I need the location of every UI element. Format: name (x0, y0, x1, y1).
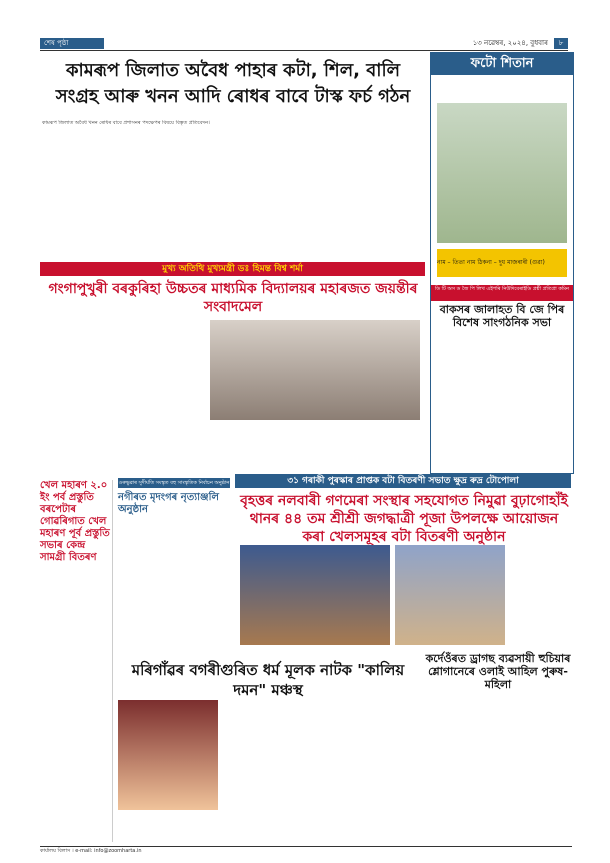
drama-headline: মৰিগাঁৱৰ বগৰীগুৰিত ধৰ্ম মূলক নাটক "কালিয় দমন" মঞ্চস্থ (131, 661, 405, 699)
photo-title: ফটো শিতান (431, 53, 573, 75)
lead-body: কামৰূপ জিলাত অবৈধ খনন ৰোধৰ বাবে প্ৰশাসনৰ পদক্ষেপৰ বিষয়ে বিস্তৃত প্ৰতিবেদন। (42, 120, 210, 126)
child-photo (437, 103, 567, 243)
festival-headline: বৃহত্তৰ নলবাৰী গণমেৰা সংস্থাৰ সহযোগত নিমুৱা বুঢ়াগোহাঁই থানৰ ৪৪ তম শ্ৰীশ্ৰী জগদ্ধাত্ৰী পূজা উপলক্ষে আয়োজন কৰা খেলসমূহৰ বটা বিতৰণী অনুষ্ঠান (240, 493, 568, 545)
chief-guest-banner: মুখ্য অতিথি মুখ্যমন্ত্ৰী ডঃ হিমন্ত বিশ্ব শৰ্মা (40, 262, 425, 276)
protest-headline: কৰ্দেওঁৰত ড্ৰাগছ ব্যৱসায়ী হুচিয়াৰ শ্লোগানেৰে ওলাই আহিল পুৰুষ-মহিলা (425, 652, 571, 691)
page-number: ৮ (554, 38, 568, 49)
red-banner: ডি টি অস ড জৈ পি লিখ এইপৰি নিউদিবেৰাইডি প্ৰশ্নী প্ৰতিপ্ৰা কমিন (431, 285, 573, 301)
award-banner: ৩১ গৰাকী পুৰস্কাৰ প্ৰাপ্তক বটা বিতৰণী সভাত ক্ষুদ্ৰ ৰুদ্ৰ টোপোলা (235, 474, 571, 488)
press-meet-photo (210, 320, 420, 420)
side-story (40, 480, 113, 842)
culture-banner: ওৰুভুৱাৰ সুদীৰ্ঘতি সংস্কৃত বহু সাংস্কৃতিক নিৰ্বাচন অনুষ্ঠান (118, 480, 230, 486)
dance-headline: নগীৰত মৃদংগৰ নৃত্যাঞ্জলি অনুষ্ঠান (118, 492, 219, 515)
side-headline: বাকসৰ জালাহত বি জে পিৰ বিশেষ সাংগঠনিক সভা (439, 303, 565, 329)
page-header (40, 38, 568, 51)
issue-date: ১৩ নৱেম্বৰ, ২০২৪, বুধবাৰ (472, 39, 548, 47)
school-headline: গংগাপুখুৰী বৰকুৰিহা উচ্চতৰ মাধ্যমিক বিদ্যালয়ৰ মহাৰজত জয়ন্তীৰ সংবাদমেল (48, 281, 418, 315)
photo-caption: নাম – তিতা নাম ঠিকনা – দুধ মাজৰাৰী (গুৱা) (437, 259, 545, 266)
caption-strip (437, 249, 567, 277)
page-footer: কাৰ্যালয় বিলাস । e-mail: info@zoomharta.in (40, 846, 572, 863)
side-headline-left: খেল মহাৰণ ২.০ ইং পৰ্ব প্ৰস্তুতি বৰপেটাৰ গোৱৰিগাত খেল মহাৰণ পূৰ্ব প্ৰস্তুতি সভাৰ কেন্দ্ৰ সামগ্ৰী বিতৰণ (40, 480, 110, 563)
award-photo-1 (240, 545, 390, 645)
drama-photo (118, 700, 218, 810)
lead-headline: কামৰূপ জিলাত অবৈধ পাহাৰ কটা, শিল, বালি সংগ্ৰহ আৰু খনন আদি ৰোধৰ বাবে টাস্ক ফৰ্চ গঠন (55, 60, 411, 107)
photo-section (430, 52, 574, 474)
section-label: শেষ পৃষ্ঠা (40, 38, 104, 49)
award-photo-2 (395, 545, 505, 645)
